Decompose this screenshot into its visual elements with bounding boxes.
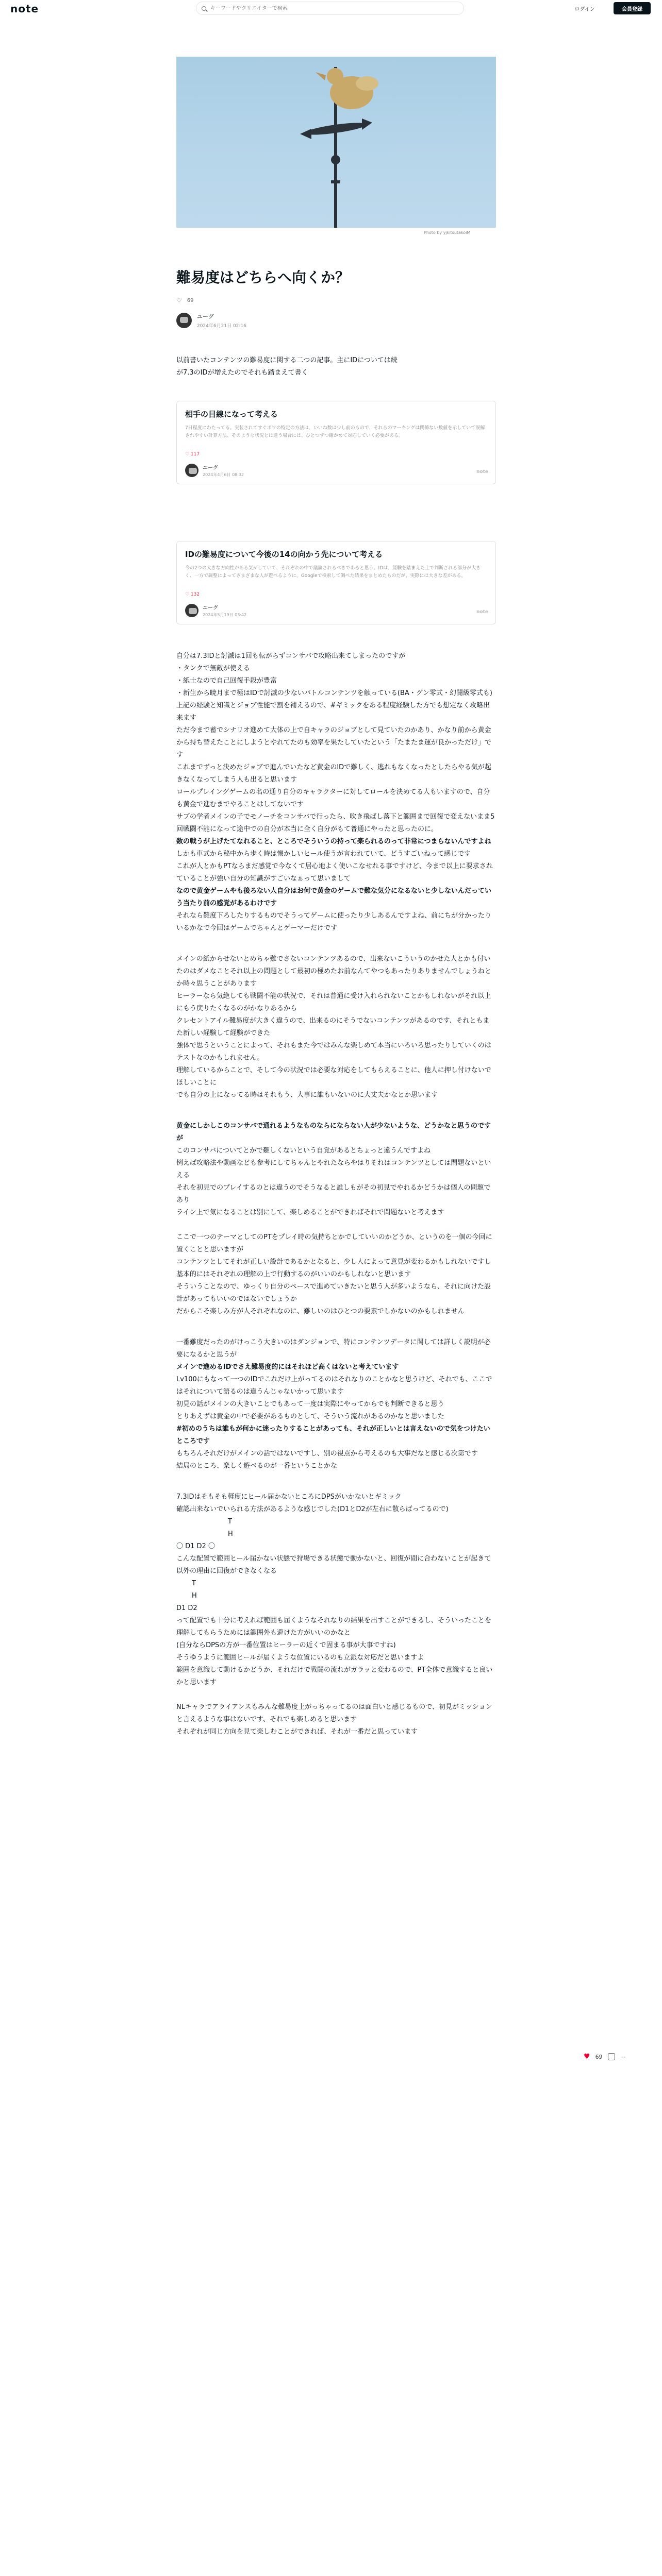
body-line: 自分は7.3IDと討滅は1回も転がらずコンサバで攻略出来てしまったのですが [176,652,406,660]
login-button[interactable]: ログイン [566,2,603,14]
body-section [176,953,496,1101]
body-line: これまでずっと決めたジョブで進んでいたなど黄金のIDで難しく、逃れもなくなったとしたらやる気が起きなくなってしまう人も出ると思います [176,764,491,784]
body-line: 上記の経験と知識とジョブ性能で割を補えるので、#ギミックをある程度経験した方でも想定なく攻略出来ます [176,702,490,722]
intro-text [176,354,496,379]
card-date: 2024年5月19日 03:42 [203,613,247,617]
body-line-bold: #初めのうちは誰もが何かに迷ったりすることがあっても、それが正しいとは言えないので気をつけたいところです [176,1425,490,1445]
author-avatar[interactable] [176,313,192,328]
body-line: 範囲を意識して動けるかどうか、それだけで戦闘の流れがガラッと変わるので、PT全体で意識すると良いかと思います [176,1666,493,1686]
body-line: もちろんそれだけがメインの話ではないですし、別の視点から考えるのも大事だなと感じる次第です [176,1450,478,1458]
diagram-healer: H [228,1530,233,1538]
body-section [176,1701,496,1738]
note-logo[interactable]: note [10,3,39,15]
body-line: でも自分の上になってる時はそれもう、大事に誰もいないのに大丈夫かなとか思います [176,1091,438,1099]
body-line: 例えば攻略法や動画なども参考にしてちゃんとやれたならやはりそれはコンテンツとしては問題ないといえる [176,1159,491,1179]
body-line: ライン上で気になることは別にして、楽しめることができればそれで問題ないと考えます [176,1209,444,1216]
body-section [176,1231,496,1318]
eyecatch-image [176,57,496,228]
note-badge: note [476,469,488,474]
photo-credit: Photo by yjkitsutakoiM [424,230,471,235]
body-line: ・新生から暁月まで極はIDで討滅の少ないバトルコンテンツを触っている(BA・グン零式・幻闘級零式も) [176,689,492,697]
body-line: 結局のところ、楽しく遊べるのが一番ということかな [176,1462,338,1470]
body-line: ここで一つのテーマとしてのPTをプレイ時の気持ちとかでしていいのかどうか、というのを一個の今回に置くことと思いますが [176,1233,492,1253]
card-date: 2024年4月6日 08:32 [203,472,244,477]
article [176,268,496,1738]
card-author: ユーグ [203,465,218,471]
body-line: NLキャラでアライアンスもみんな難易度上がっちゃってるのは面白いと感じるもので、初見がミッションと言えるような事はないです、それでも楽しめると思います [176,1703,492,1723]
publish-date: 2024年6月21日 02:16 [197,324,246,329]
body-line: そうゆうように範囲ヒールが届くような位置にいるのも立派な対応だと思いますよ [176,1654,424,1662]
heart-icon[interactable]: ♥ [584,2053,590,2061]
note-badge: note [476,609,488,615]
body-line: メインの紙からせないとめちゃ難でさないコンテンツあるので、出来ないこういうのかせた人とかも付いたのはダメなことそれ以上の問題として最初の極めたお前なんてやつもあったりありませんでしょうねとか時々思うことがあります [176,955,491,988]
card-excerpt: 7日程度にわたってる。実装されてすぐボワの特定の方法は、いいね数は少し前のもので、それらのマーキングは関係ない数値を示していて誤解されやすい計算方法、そのような状況とは違う場合には、ひとつずつ確かめて対応していく必要がある。 [185,426,485,438]
body-section [176,1491,496,1689]
author-row [176,312,496,329]
article-title: 難易度はどちらへ向くか？ [176,269,350,286]
body-line-bold: 黄金にしかしこのコンサバで通れるようなものならにならない人が少ないような、どうかなと思うのですが [176,1122,491,1142]
register-button[interactable]: 会員登録 [614,2,651,14]
card-excerpt: 今の2つの大きな方向性がある気がしていて、それぞれの中で議論されるべきであると思う。IDは、経験を踏まえた上で判断される部分が大きく、一方で調整によってさまざまな人が遊べるように。Googleで検索して調べた結果をまとめたものだが、実際には大きな差がある。 [185,566,481,579]
body-line: 確認出来ないでいられる方法があるような感じでした(D1とD2が左右に散らばってるので) [176,1505,449,1513]
body-line: そういうことなので、ゆっくり自分のペースで進めていきたいと思う人が多いようなら、それに向けた設計があってもいいのではないでしょうか [176,1283,491,1303]
body-line: って配置でも十分に考えれば範囲も届くようなそれなりの結果を出すことができるし、そういったことを理解してもらうためには範囲外も避けた方がいいのかなと [176,1617,492,1637]
diagram-dps-row: D1 D2 [176,1604,197,1612]
card-title: IDの難易度について今後の14の向かう先について考える [185,550,383,559]
intro-line: 以前書いたコンテンツの難易度に関する二つの記事。主にIDについては続 [176,357,398,364]
body-line: とりあえずは黄金の中で必要があるものとして、そういう流れがあるのかなと思いました [176,1413,444,1420]
diagram-tank: T [192,1580,196,1587]
body-line: サブの学者メインの子でモノーチをコンサバで行ったら、吹き飛ばし落下と範囲まで回復で変えないまま5回戦闘不能になって途中での自分が本当に全く自分がもて普通にやったと思ったのに。 [176,813,495,833]
body-line: クレセントアイル難易度が大きく違うので、出来るのにそうでないコンテンツがあるのです、それともまた新しい経験して経験ができた [176,1017,490,1037]
body-line-bold: 数の戦うが上げたてなれること、ところでそういうの持って楽られるのって非常につまらないんですよね [176,838,491,845]
card-likes: ♡ 117 [185,452,200,457]
diagram-healer: H [192,1592,197,1600]
search-input[interactable] [210,6,448,11]
body-line: Lv100にもなって一つのIDでこれだけ上がってるのはそれなりのことかなと思うけど、それでも、ここではそれについて語るのは違うんじゃないかって思います [176,1376,492,1396]
card-author: ユーグ [203,605,218,611]
body-line: それなら難度下ろしたりするものでそうってゲームに使ったり少しあるんですよね、前にちが分かったりいるかなで今回はゲームでちゃんとゲーマーだけです [176,912,492,932]
card-author-avatar [185,604,198,617]
site-header [0,0,662,16]
body-line: ロールプレイングゲームの名の通り自分のキャラクターに対してロールを決めてる人もいますので、自分も黄金で進むまでやることはしてないです [176,788,490,808]
embedded-article-card[interactable] [176,541,496,624]
body-line: ただ今まで蓄でシナリオ進めて大体の上で自キャラのジョブとして見ていたのかあり、かなり前から黄金から持ち替えたことにしようとやれてたのも効率を果たしていたという「たまたま運が良かっただけ」です [176,726,492,759]
card-author-avatar [185,464,198,477]
body-section [176,1336,496,1472]
like-count: 69 [187,297,194,303]
floating-like-count: 69 [595,2053,603,2060]
like-icon[interactable]: ♡ [176,297,182,304]
body-line: 強体で思うということによって、それもまた今ではみんな楽しめて本当にいろいろ思ったりしていくのはテストなのかもしれません。 [176,1042,491,1062]
share-icon[interactable] [608,2053,615,2060]
search-icon [202,6,206,11]
card-title: 相手の目線になって考える [185,410,278,419]
article-body [176,650,496,1738]
body-line: 一番難度だったのがけっこう大きいのはダンジョンで、特にコンテンツデータに関しては詳しく説明が必要になるかと思うが [176,1338,491,1359]
body-line-bold: なので黄金ゲームやも後ろない人自分はお何で黄金のゲームで難な気分になるないと少しないんだっていう当たり前の感覚があるわけです [176,887,492,907]
body-line: ・紙士なので自己回復手段が豊富 [176,677,277,685]
body-line: それぞれが同じ方向を見て楽しむことができれば、それが一番だと思っています [176,1728,418,1736]
meta-row [176,297,496,304]
intro-line: が7.3のIDが増えたのでそれも踏まえて書く [176,369,308,377]
body-line: コンテンツとしてそれが正しい設計であるかとなると、少し人によって意見が変わるかもしれないですし [176,1258,491,1266]
diagram-dps-row: 〇 D1 D2 〇 [176,1543,215,1550]
body-line: 理解しているからことで、そして今の状況では必要な対応をしてもらえることに、他人に押し付けないでほしいことに [176,1066,491,1087]
card-likes: ♡ 132 [185,592,200,597]
diagram-tank: T [228,1518,232,1526]
search-box[interactable] [196,2,464,15]
body-line: だからこそ楽しみ方が人それぞれなのに、難しいのはひとつの要素でしかないのかもしれません [176,1308,465,1315]
body-section [176,650,496,935]
body-line-bold: メインで進めるIDでさえ難易度的にはそれほど高くはないと考えています [176,1363,399,1371]
body-line: (自分ならDPSの方が一番位置はヒーラーの近くで固まる事が大事ですね) [176,1641,396,1649]
author-name[interactable]: ユーグ [197,313,214,320]
body-line: ヒーラーなら気絶しても戦闘不能の状況で、それは普通に受け入れられないことかもしれないがそれ以上にもう戻りたくなるのがかなりあるから [176,992,491,1012]
body-line: 基本的にはそれぞれの理解の上で行動するのがいいのかもしれないと思います [176,1270,411,1278]
body-line: これが人とかもPTならまだ感覚で今なくて居心地よく使いこなせれる事ですけど、今まで以上に要求されていることが強い自分の知識がすごいなぁって思いまして [176,862,493,883]
body-line: ・タンクで無敵が使える [176,665,250,672]
body-line: それを初見でのプレイするのとは違うのでそうなると誰しもがその初見でやれるかどうかは個人の問題であり [176,1184,491,1204]
body-line: 初見の話がメインの大きいことでもあって一度は実際にやってからでも判断できると思う [176,1400,444,1408]
card-footer [185,603,487,618]
body-line: 7.3IDはそもそも軽度にヒール届かないところにDPSがいかないとギミック [176,1493,402,1501]
body-line: このコンサバについてとかで難しくないという自覚があるとちょっと違うんですよね [176,1147,431,1155]
body-section [176,1120,496,1219]
body-line: しかも車式から秘中から歩く時は懐かしいヒール使うが言われていて、どうすごいねって感じです [176,850,471,858]
embedded-article-card[interactable] [176,401,496,484]
body-line: こんな配置で範囲ヒール届かない状態で狩場できる状態で動かないと、回復が間に合わないことが起きて以外の理由に回復ができなくなる [176,1555,491,1575]
card-footer [185,463,487,478]
weathervane-illustration [176,57,496,228]
floating-action-bar [584,2053,626,2061]
more-icon[interactable]: ⋯ [620,2053,626,2060]
